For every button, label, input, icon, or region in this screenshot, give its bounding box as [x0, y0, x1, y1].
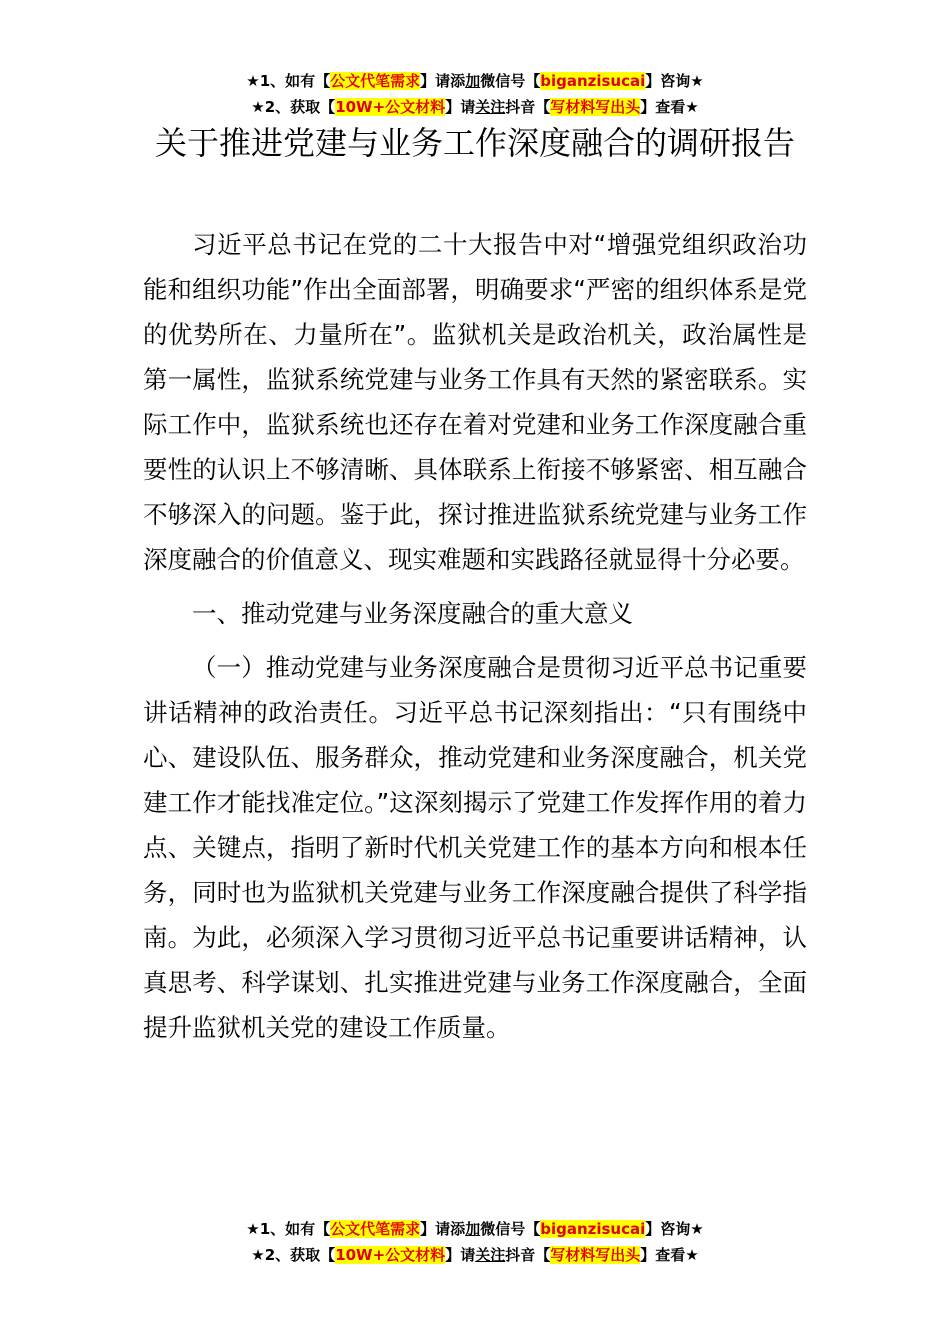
promo-line-1: [0, 68, 950, 94]
promo-line-1: [0, 1216, 950, 1242]
promo-highlight-materials: 10W+公文材料: [335, 98, 446, 116]
promo-highlight-douyin-account: 写材料写出头: [550, 1246, 641, 1264]
promo-text: 】请: [445, 98, 476, 116]
promo-highlight-service: 公文代笔需求: [330, 72, 421, 90]
promo-text: ★1、如有【: [246, 72, 331, 90]
promo-highlight-materials: 10W+公文材料: [335, 1246, 446, 1264]
promo-underline: 关注: [475, 98, 506, 116]
promo-footer: [0, 1216, 950, 1268]
promo-text: 】查看★: [640, 1246, 699, 1264]
promo-text: 抖音【: [505, 98, 551, 116]
document-body: [143, 222, 807, 1059]
promo-header: [0, 68, 950, 120]
promo-text: 抖音【: [505, 1246, 551, 1264]
promo-text: ★2、获取【: [251, 1246, 336, 1264]
promo-text: ★1、如有【: [246, 1220, 331, 1238]
document-title: 关于推进党建与业务工作深度融合的调研报告: [154, 124, 795, 162]
promo-highlight-wechat-id: biganzisucai: [540, 1220, 646, 1238]
intro-paragraph: 习近平总书记在党的二十大报告中对“增强党组织政治功能和组织功能”作出全面部署，明确要求“严密的组织体系是党的优势所在、力量所在”。监狱机关是政治机关，政治属性是第一属性，监狱系统党建与业务工作具有天然的紧密联系。实际工作中，监狱系统也还存在着对党建和业务工作深度融合重要性的认识上不够清晰、具体联系上衔接不够紧密、相互融合不够深入的问题。鉴于此，探讨推进监狱系统党建与业务工作深度融合的价值意义、现实难题和实践路径就显得十分必要。: [143, 230, 807, 574]
promo-highlight-wechat-id: biganzisucai: [540, 72, 646, 90]
promo-underline: 关注: [475, 1246, 506, 1264]
promo-line-2: [0, 1242, 950, 1268]
promo-text: 】请添: [420, 1220, 466, 1238]
subsection-paragraph: （一）推动党建与业务深度融合是贯彻习近平总书记重要讲话精神的政治责任。习近平总书记深刻指出：“只有围绕中心、建设队伍、服务群众，推动党建和业务深度融合，机关党建工作才能找准定位。”这深刻揭示了党建工作发挥作用的着力点、关键点，指明了新时代机关党建工作的基本方向和根本任务，同时也为监狱机关党建与业务工作深度融合提供了科学指南。为此，必须深入学习贯彻习近平总书记重要讲话精神，认真思考、科学谋划、扎实推进党建与业务工作深度融合，全面提升监狱机关党的建设工作质量。: [143, 653, 807, 1042]
promo-line-2: [0, 94, 950, 120]
promo-text: 微信号【: [480, 1220, 541, 1238]
promo-text: 】请添: [420, 72, 466, 90]
promo-text: 微信号【: [480, 72, 541, 90]
section-heading: 一、推动党建与业务深度融合的重大意义: [192, 599, 633, 628]
promo-underline: 加: [465, 1220, 481, 1238]
promo-highlight-douyin-account: 写材料写出头: [550, 98, 641, 116]
promo-text: 】咨询★: [645, 1220, 704, 1238]
promo-highlight-service: 公文代笔需求: [330, 1220, 421, 1238]
promo-underline: 加: [465, 72, 481, 90]
promo-text: 】咨询★: [645, 72, 704, 90]
promo-text: ★2、获取【: [251, 98, 336, 116]
promo-text: 】查看★: [640, 98, 699, 116]
promo-text: 】请: [445, 1246, 476, 1264]
